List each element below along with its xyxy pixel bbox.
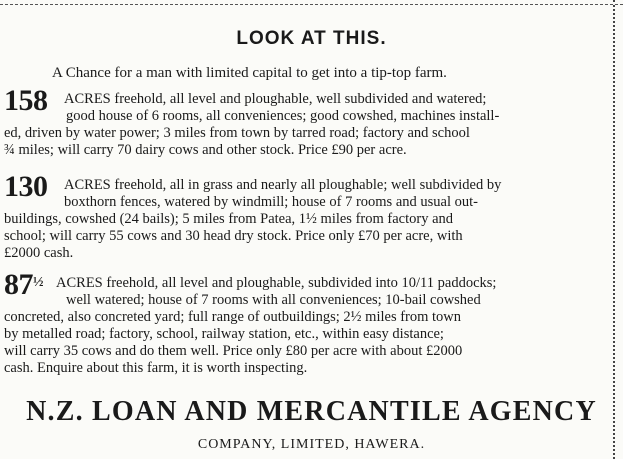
- listing-87-half: [4, 270, 614, 390]
- listing-line: £2000 cash.: [4, 245, 74, 261]
- listing-acreage: $87^{\frac{1}{2}}$: [4, 268, 43, 301]
- listing-line: boxthorn fences, watered by windmill; house of 7 rooms and usual out-: [64, 194, 478, 210]
- company-line: COMPANY, LIMITED, HAWERA.: [197, 437, 426, 452]
- listing-acreage: 158: [4, 84, 48, 117]
- listing-line: ed, driven by water power; 3 miles from town by tarred road; factory and school: [4, 125, 470, 141]
- agency-name: N.Z. LOAN AND MERCANTILE AGENCY: [26, 396, 597, 427]
- listing-line: well watered; house of 7 rooms with all conveniences; 10-bail cowshed: [66, 292, 481, 308]
- ad-intro: A Chance for a man with limited capital to get into a tip-top farm.: [52, 65, 447, 81]
- listing-line: ACRES freehold, all level and ploughable, subdivided into 10/11 paddocks;: [56, 275, 497, 291]
- listing-line: ACRES freehold, all in grass and nearly all ploughable; well subdivided by: [64, 177, 502, 193]
- listing-line: good house of 6 rooms, all conveniences; good cowshed, machines install-: [66, 108, 500, 124]
- listing-158: [4, 86, 614, 156]
- listing-acreage: 130: [4, 170, 48, 203]
- listing-line: will carry 35 cows and do them well. Price only £80 per acre with about £2000: [4, 343, 463, 359]
- listing-line: ¾ miles; will carry 70 dairy cows and other stock. Price £90 per acre.: [4, 142, 407, 158]
- listing-line: school; will carry 55 cows and 30 head dry stock. Price only £70 per acre, with: [4, 228, 463, 244]
- listing-line: by metalled road; factory, school, railway station, etc., within easy distance;: [4, 326, 444, 342]
- listing-line: buildings, cowshed (24 bails); 5 miles from Patea, 1½ miles from factory and: [4, 211, 454, 227]
- ad-heading: LOOK AT THIS.: [236, 28, 387, 49]
- listing-130: [4, 172, 614, 262]
- listing-line: concreted, also concreted yard; full range of outbuildings; 2½ miles from town: [4, 309, 462, 325]
- listing-line: ACRES freehold, all level and ploughable, well subdivided and watered;: [64, 91, 487, 107]
- listing-line: cash. Enquire about this farm, it is worth inspecting.: [4, 360, 308, 376]
- top-border: [0, 4, 623, 6]
